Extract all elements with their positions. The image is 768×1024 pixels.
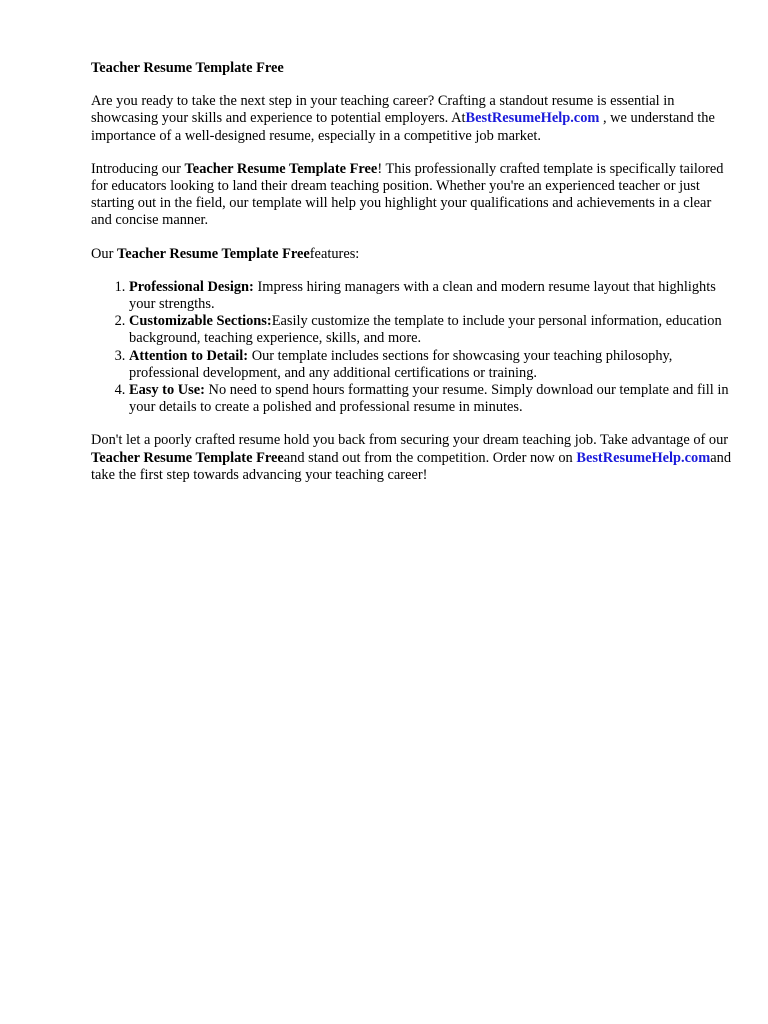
document-body: [91, 60, 731, 500]
list-item: [129, 313, 731, 347]
intro-text-before: Are you ready to take the next step in your teaching career? Crafting a standout resume is essential in showcasing your skills and experience to potential employers. At: [91, 93, 675, 127]
bestresumehelp-link-closing[interactable]: BestResumeHelp.com: [576, 449, 711, 466]
closing-paragraph: [91, 432, 731, 484]
feature-label: Customizable Sections:: [129, 313, 272, 330]
introducing-product-name: Teacher Resume Template Free: [184, 160, 378, 177]
features-intro-after: features:: [309, 245, 360, 262]
list-item: [129, 279, 731, 313]
introducing-text-before: Introducing our: [91, 160, 185, 177]
list-item: [129, 382, 731, 416]
intro-paragraph: [91, 93, 731, 145]
list-item: [129, 348, 731, 382]
features-intro-paragraph: [91, 246, 731, 263]
introducing-text-after: ! This professionally crafted template is specifically tailored for educators looking to land their dream teaching position. Whether you're an experienced teacher or just starting out in the field, our template will help you highlight your qualifications and achievements in a clear and concise manner.: [91, 160, 724, 229]
feature-label: Professional Design:: [129, 278, 254, 295]
introducing-paragraph: [91, 161, 731, 230]
bestresumehelp-link[interactable]: BestResumeHelp.com: [465, 110, 600, 127]
closing-text-middle: and stand out from the competition. Order now on: [283, 449, 577, 466]
feature-text: Our template includes sections for showcasing your teaching philosophy, professional development, and any additional certifications or training.: [129, 347, 673, 381]
features-list: [91, 279, 731, 417]
feature-label: Easy to Use:: [129, 382, 205, 399]
closing-text-after: and take the first step towards advancing your teaching career!: [91, 449, 732, 483]
features-intro-product-name: Teacher Resume Template Free: [116, 245, 310, 262]
feature-text: Impress hiring managers with a clean and modern resume layout that highlights your strengths.: [129, 278, 716, 313]
intro-text-after: , we understand the importance of a well-designed resume, especially in a competitive job market.: [91, 110, 715, 144]
feature-text: Easily customize the template to include your personal information, education background, teaching experience, skills, and more.: [129, 313, 722, 347]
closing-text-before: Don't let a poorly crafted resume hold you back from securing your dream teaching job. Take advantage of our: [91, 432, 729, 449]
features-intro-before: Our: [91, 245, 117, 262]
page-title: Teacher Resume Template Free: [91, 60, 284, 76]
feature-text: No need to spend hours formatting your resume. Simply download our template and fill in your details to create a polished and professional resume in minutes.: [129, 382, 729, 416]
feature-label: Attention to Detail:: [129, 347, 249, 364]
closing-product-name: Teacher Resume Template Free: [91, 449, 284, 466]
